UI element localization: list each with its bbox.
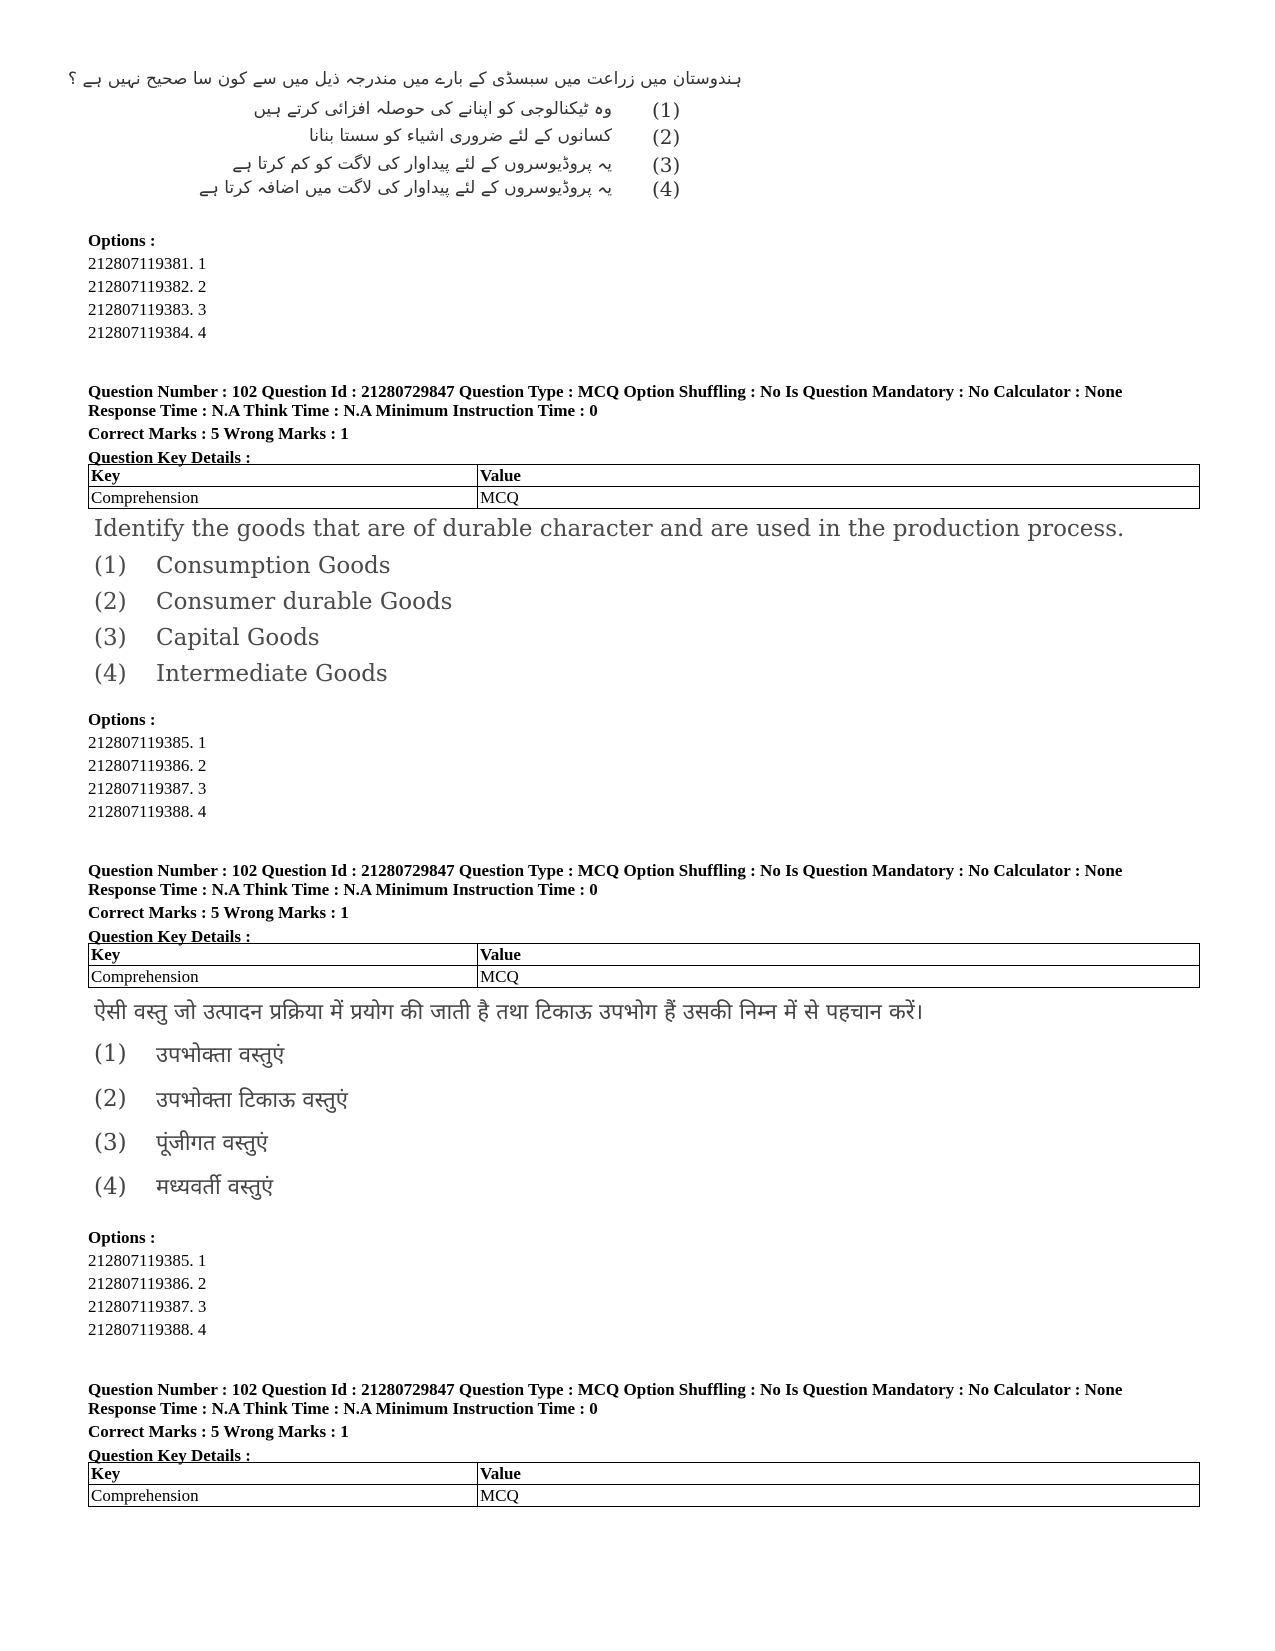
question-meta-line2: Response Time : N.A Think Time : N.A Minimum Instruction Time : 0: [88, 401, 598, 420]
english-option-4-text: Intermediate Goods: [156, 661, 388, 687]
option-id: 212807119383. 3: [88, 300, 207, 319]
question-meta-3: [88, 1380, 1208, 1465]
value-header: Value: [478, 1463, 1200, 1485]
key-header: Key: [89, 1463, 478, 1485]
hindi-option-1-number: (1): [94, 1041, 127, 1067]
english-option-2-text: Consumer durable Goods: [156, 589, 453, 615]
option-id: 212807119384. 4: [88, 323, 207, 342]
english-option-1-number: (1): [94, 553, 127, 579]
urdu-option-4-number: (4): [652, 177, 681, 201]
key-cell: Comprehension: [89, 1485, 478, 1507]
key-cell: Comprehension: [89, 487, 478, 509]
english-option-4-number: (4): [94, 661, 127, 687]
question-key-table: [88, 943, 1200, 988]
hindi-option-3-text: पूंजीगत वस्तुएं: [156, 1131, 268, 1156]
options-label: Options :: [88, 710, 156, 729]
option-id: 212807119385. 1: [88, 1251, 207, 1270]
hindi-question-image: [94, 996, 1194, 1216]
value-cell: MCQ: [478, 966, 1200, 988]
option-id: 212807119381. 1: [88, 254, 207, 273]
english-option-2-number: (2): [94, 589, 127, 615]
option-id: 212807119382. 2: [88, 277, 207, 296]
option-id: 212807119387. 3: [88, 1297, 207, 1316]
option-id: 212807119388. 4: [88, 1320, 207, 1339]
english-option-3-text: Capital Goods: [156, 625, 320, 651]
question-meta-1: [88, 382, 1208, 467]
english-option-1-text: Consumption Goods: [156, 553, 391, 579]
urdu-option-2-text: کسانوں کے لئے ضروری اشیاء کو سستا بنانا: [309, 126, 612, 146]
key-cell: Comprehension: [89, 966, 478, 988]
question-marks: Correct Marks : 5 Wrong Marks : 1: [88, 424, 349, 443]
urdu-option-1-number: (1): [652, 98, 681, 122]
value-cell: MCQ: [478, 1485, 1200, 1507]
hindi-option-4-number: (4): [94, 1174, 127, 1200]
urdu-option-3-text: یہ پروڈیوسروں کے لئے پیداوار کی لاگت کو کم کرتا ہے: [232, 154, 612, 174]
question-key-table: [88, 1462, 1200, 1507]
urdu-option-4-text: یہ پروڈیوسروں کے لئے پیداوار کی لاگت میں اضافہ کرتا ہے: [198, 178, 612, 198]
urdu-option-3-number: (3): [652, 153, 681, 177]
urdu-question-text: ہندوستان میں زراعت میں سبسڈی کے بارے میں مندرجہ ذیل میں سے کون سا صحیح نہیں ہے ؟: [68, 69, 742, 89]
value-cell: MCQ: [478, 487, 1200, 509]
question-marks: Correct Marks : 5 Wrong Marks : 1: [88, 903, 349, 922]
question-meta-2: [88, 861, 1208, 946]
hindi-option-1-text: उपभोक्ता वस्तुएं: [156, 1043, 285, 1068]
options-section-2: [88, 1226, 206, 1341]
hindi-option-2-text: उपभोक्ता टिकाऊ वस्तुएं: [156, 1088, 348, 1113]
hindi-option-4-text: मध्यवर्ती वस्तुएं: [156, 1175, 274, 1200]
question-key-details-label: Question Key Details :: [88, 448, 251, 467]
hindi-option-2-number: (2): [94, 1086, 127, 1112]
urdu-question-image: [68, 64, 742, 214]
question-meta-line1: Question Number : 102 Question Id : 21280729847 Question Type : MCQ Option Shuffling : No Is Question Mandatory : No Calculator : None: [88, 861, 1123, 880]
option-id: 212807119386. 2: [88, 756, 207, 775]
urdu-option-1-text: وہ ٹیکنالوجی کو اپنانے کی حوصلہ افزائی کرتے ہیں: [253, 99, 612, 119]
option-id: 212807119385. 1: [88, 733, 207, 752]
question-key-table: [88, 464, 1200, 509]
value-header: Value: [478, 944, 1200, 966]
option-id: 212807119387. 3: [88, 779, 207, 798]
urdu-option-2-number: (2): [652, 125, 681, 149]
question-meta-line2: Response Time : N.A Think Time : N.A Minimum Instruction Time : 0: [88, 1399, 598, 1418]
question-meta-line1: Question Number : 102 Question Id : 21280729847 Question Type : MCQ Option Shuffling : No Is Question Mandatory : No Calculator : None: [88, 1380, 1123, 1399]
key-header: Key: [89, 944, 478, 966]
option-id: 212807119386. 2: [88, 1274, 207, 1293]
english-question-text: Identify the goods that are of durable character and are used in the production process.: [94, 516, 1125, 542]
english-option-3-number: (3): [94, 625, 127, 651]
hindi-option-3-number: (3): [94, 1130, 127, 1156]
key-header: Key: [89, 465, 478, 487]
option-id: 212807119388. 4: [88, 802, 207, 821]
hindi-question-text: ऐसी वस्तु जो उत्पादन प्रक्रिया में प्रयोग की जाती है तथा टिकाऊ उपभोग हैं उसकी निम्न में से पहचान करें।: [94, 1000, 924, 1025]
options-label: Options :: [88, 1228, 156, 1247]
question-key-details-label: Question Key Details :: [88, 927, 251, 946]
question-key-details-label: Question Key Details :: [88, 1446, 251, 1465]
options-label: Options :: [88, 231, 156, 250]
value-header: Value: [478, 465, 1200, 487]
english-question-image: [94, 516, 1194, 692]
options-section-0: [88, 229, 206, 344]
options-section-1: [88, 708, 206, 823]
question-marks: Correct Marks : 5 Wrong Marks : 1: [88, 1422, 349, 1441]
question-meta-line1: Question Number : 102 Question Id : 21280729847 Question Type : MCQ Option Shuffling : No Is Question Mandatory : No Calculator : None: [88, 382, 1123, 401]
question-meta-line2: Response Time : N.A Think Time : N.A Minimum Instruction Time : 0: [88, 880, 598, 899]
